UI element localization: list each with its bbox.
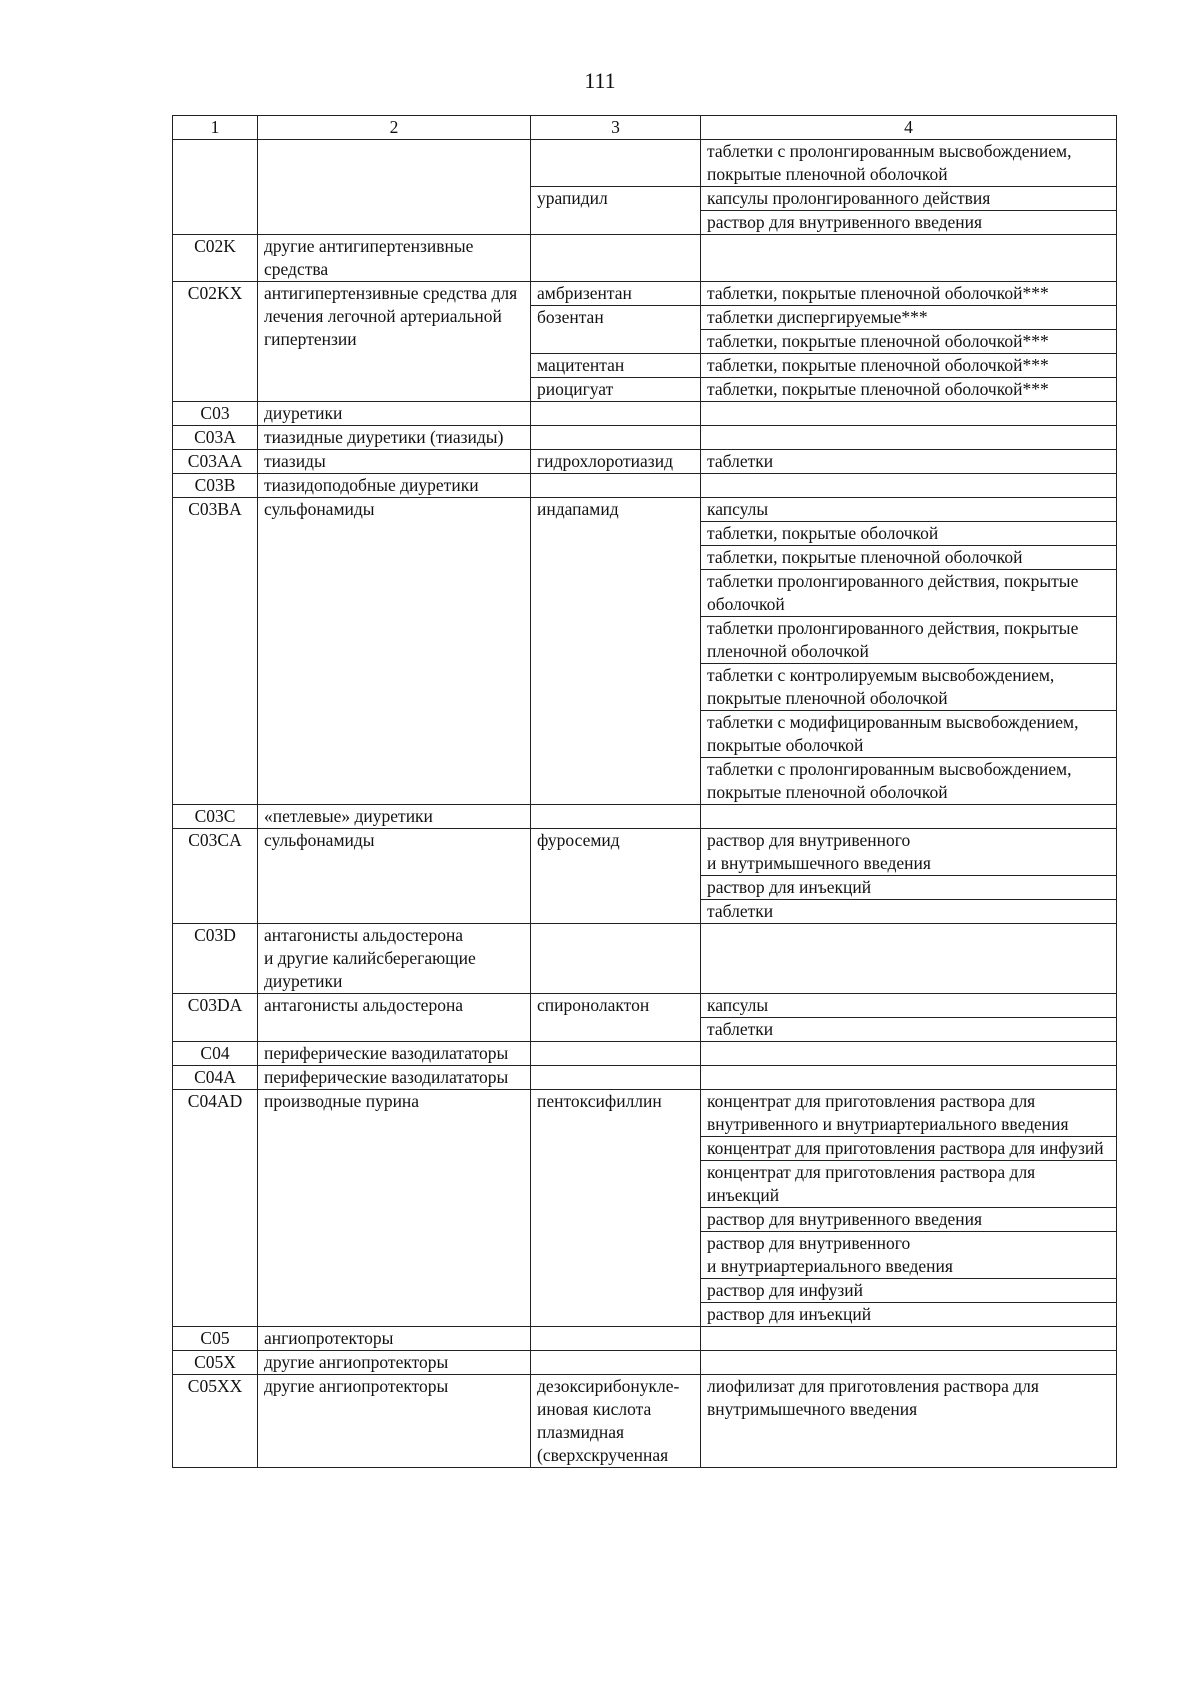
table-row [173, 1375, 1117, 1468]
atc-code: C03D [173, 924, 258, 994]
table-row [173, 402, 1117, 426]
group-name: антагонисты альдостерона и другие калийсберегающие диуретики [258, 924, 531, 994]
dosage-form: таблетки [701, 450, 1117, 474]
dosage-form [701, 1327, 1117, 1351]
dosage-form: таблетки, покрытые пленочной оболочкой [701, 546, 1117, 570]
table-row [173, 1327, 1117, 1351]
drug-name [531, 805, 701, 829]
table-row [173, 924, 1117, 994]
drug-name: урапидил [531, 187, 701, 235]
table-row [173, 498, 1117, 522]
atc-code: C03DA [173, 994, 258, 1042]
dosage-form: лиофилизат для приготовления раствора для внутримышечного введения [701, 1375, 1117, 1468]
dosage-form: таблетки пролонгированного действия, покрытые оболочкой [701, 570, 1117, 617]
drug-table [172, 115, 1117, 1468]
drug-name: фуросемид [531, 829, 701, 924]
dosage-form: таблетки с пролонгированным высвобождением, покрытые пленочной оболочкой [701, 140, 1117, 187]
dosage-form [701, 1066, 1117, 1090]
atc-code: C03CA [173, 829, 258, 924]
header-cell-3: 3 [531, 116, 701, 140]
atc-code [173, 140, 258, 235]
drug-name: пентоксифиллин [531, 1090, 701, 1327]
drug-name [531, 1327, 701, 1351]
group-name: периферические вазодилататоры [258, 1066, 531, 1090]
drug-name [531, 1042, 701, 1066]
atc-code: C02KX [173, 282, 258, 402]
drug-name: амбризентан [531, 282, 701, 306]
dosage-form: раствор для внутривенного введения [701, 211, 1117, 235]
dosage-form: капсулы пролонгированного действия [701, 187, 1117, 211]
drug-name [531, 1066, 701, 1090]
drug-name [531, 1351, 701, 1375]
dosage-form: таблетки, покрытые пленочной оболочкой*** [701, 378, 1117, 402]
drug-name [531, 924, 701, 994]
dosage-form: концентрат для приготовления раствора для инъекций [701, 1161, 1117, 1208]
drug-name [531, 402, 701, 426]
header-cell-4: 4 [701, 116, 1117, 140]
dosage-form: таблетки, покрытые оболочкой [701, 522, 1117, 546]
group-name: тиазидные диуретики (тиазиды) [258, 426, 531, 450]
table-row [173, 450, 1117, 474]
table-row [173, 1066, 1117, 1090]
drug-name [531, 426, 701, 450]
drug-name: бозентан [531, 306, 701, 354]
dosage-form: таблетки с модифицированным высвобождением, покрытые оболочкой [701, 711, 1117, 758]
dosage-form: таблетки диспергируемые*** [701, 306, 1117, 330]
dosage-form [701, 805, 1117, 829]
group-name [258, 140, 531, 235]
atc-code: C03B [173, 474, 258, 498]
dosage-form: концентрат для приготовления раствора для инфузий [701, 1137, 1117, 1161]
group-name: «петлевые» диуретики [258, 805, 531, 829]
atc-code: C05 [173, 1327, 258, 1351]
dosage-form [701, 235, 1117, 282]
group-name: диуретики [258, 402, 531, 426]
group-name: периферические вазодилататоры [258, 1042, 531, 1066]
drug-name: мацитентан [531, 354, 701, 378]
dosage-form: раствор для внутривенного и внутриартериального введения [701, 1232, 1117, 1279]
group-name: другие ангиопротекторы [258, 1375, 531, 1468]
dosage-form: раствор для инъекций [701, 876, 1117, 900]
drug-name: риоцигуат [531, 378, 701, 402]
dosage-form [701, 426, 1117, 450]
group-name: антагонисты альдостерона [258, 994, 531, 1042]
dosage-form: раствор для инфузий [701, 1279, 1117, 1303]
atc-code: C02K [173, 235, 258, 282]
dosage-form: таблетки с контролируемым высвобождением, покрытые пленочной оболочкой [701, 664, 1117, 711]
drug-name [531, 235, 701, 282]
table-row [173, 1090, 1117, 1137]
header-cell-1: 1 [173, 116, 258, 140]
drug-name [531, 140, 701, 187]
dosage-form: таблетки [701, 1018, 1117, 1042]
dosage-form: капсулы [701, 498, 1117, 522]
dosage-form: таблетки, покрытые пленочной оболочкой*** [701, 354, 1117, 378]
atc-code: C04A [173, 1066, 258, 1090]
atc-code: C03 [173, 402, 258, 426]
table-row [173, 282, 1117, 306]
table-row [173, 829, 1117, 876]
drug-name: гидрохлоротиазид [531, 450, 701, 474]
atc-code: C05XX [173, 1375, 258, 1468]
dosage-form: таблетки пролонгированного действия, покрытые пленочной оболочкой [701, 617, 1117, 664]
group-name: тиазиды [258, 450, 531, 474]
dosage-form [701, 474, 1117, 498]
header-cell-2: 2 [258, 116, 531, 140]
dosage-form: раствор для инъекций [701, 1303, 1117, 1327]
dosage-form: таблетки с пролонгированным высвобождением, покрытые пленочной оболочкой [701, 758, 1117, 805]
table-row [173, 1351, 1117, 1375]
dosage-form: капсулы [701, 994, 1117, 1018]
drug-name: спиронолактон [531, 994, 701, 1042]
dosage-form: раствор для внутривенного введения [701, 1208, 1117, 1232]
table-row [173, 140, 1117, 187]
drug-name [531, 474, 701, 498]
dosage-form: таблетки [701, 900, 1117, 924]
atc-code: C04AD [173, 1090, 258, 1327]
page-number: 111 [584, 68, 616, 93]
group-name: сульфонамиды [258, 498, 531, 805]
atc-code: C03A [173, 426, 258, 450]
group-name: другие ангиопротекторы [258, 1351, 531, 1375]
group-name: антигипертензивные средства для лечения легочной артериальной гипертензии [258, 282, 531, 402]
group-name: тиазидоподобные диуретики [258, 474, 531, 498]
atc-code: C03BA [173, 498, 258, 805]
group-name: ангиопротекторы [258, 1327, 531, 1351]
dosage-form [701, 402, 1117, 426]
atc-code: C03AA [173, 450, 258, 474]
atc-code: C04 [173, 1042, 258, 1066]
drug-name: дезоксирибонукле-иновая кислота плазмидная (сверхскрученная [531, 1375, 701, 1468]
dosage-form: таблетки, покрытые пленочной оболочкой*** [701, 330, 1117, 354]
group-name: другие антигипертензивные средства [258, 235, 531, 282]
dosage-form [701, 1042, 1117, 1066]
table-row [173, 1042, 1117, 1066]
table-row [173, 805, 1117, 829]
table-row [173, 994, 1117, 1018]
table-row [173, 235, 1117, 282]
atc-code: C05X [173, 1351, 258, 1375]
dosage-form: концентрат для приготовления раствора для внутривенного и внутриартериального введения [701, 1090, 1117, 1137]
group-name: производные пурина [258, 1090, 531, 1327]
table-header-row [173, 116, 1117, 140]
dosage-form [701, 1351, 1117, 1375]
group-name: сульфонамиды [258, 829, 531, 924]
table-row [173, 474, 1117, 498]
atc-code: C03C [173, 805, 258, 829]
table-row [173, 426, 1117, 450]
dosage-form [701, 924, 1117, 994]
drug-name: индапамид [531, 498, 701, 805]
dosage-form: раствор для внутривенного и внутримышечного введения [701, 829, 1117, 876]
dosage-form: таблетки, покрытые пленочной оболочкой*** [701, 282, 1117, 306]
